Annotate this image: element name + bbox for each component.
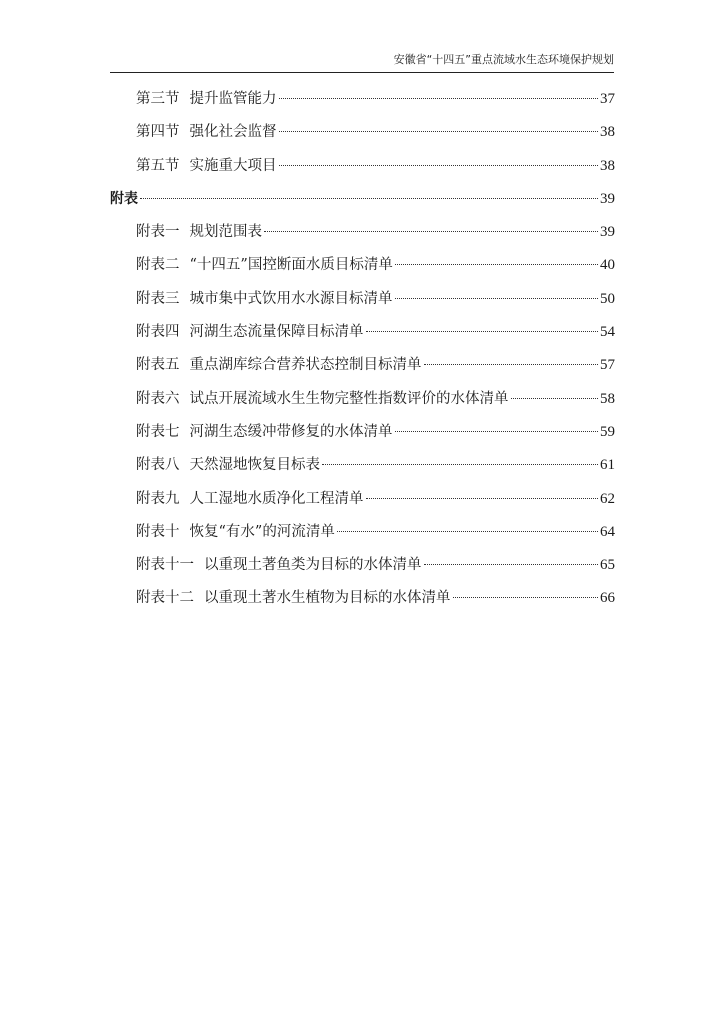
toc-entry-number: 第五节: [136, 157, 180, 174]
toc-entry-label: [136, 520, 335, 544]
toc-entry[interactable]: [110, 487, 615, 520]
toc-entry-number: 附表五: [136, 357, 180, 374]
toc-leader-dots: [337, 517, 598, 532]
toc-entry[interactable]: [110, 353, 615, 386]
toc-entry-number: 附表六: [136, 390, 180, 407]
toc-entry-page: 39: [600, 224, 615, 241]
toc-entry-title: 城市集中式饮用水水源目标清单: [189, 290, 393, 307]
toc-entry[interactable]: [110, 287, 615, 320]
toc-entry-page: 54: [600, 324, 615, 341]
toc-entry[interactable]: [110, 220, 615, 253]
toc-entry[interactable]: [110, 553, 615, 586]
toc-entry-number: 附表七: [136, 423, 180, 440]
toc-entry[interactable]: [110, 520, 615, 553]
toc-entry-page: 64: [600, 523, 615, 540]
toc-entry[interactable]: [110, 420, 615, 453]
toc-leader-dots: [322, 450, 598, 465]
toc-entry-label: [136, 220, 262, 244]
toc-entry-label: [136, 453, 320, 477]
toc-entry-number: 附表八: [136, 457, 180, 474]
toc-entry-number: 附表二: [136, 257, 180, 274]
toc-entry-page: 57: [600, 357, 615, 374]
toc-leader-dots: [279, 151, 599, 166]
toc-leader-dots: [366, 317, 599, 332]
toc-leader-dots: [395, 250, 598, 265]
toc-entry-label: [136, 353, 422, 377]
toc-entry-title: 试点开展流域水生生物完整性指数评价的水体清单: [189, 390, 509, 407]
toc-leader-dots: [395, 284, 599, 299]
table-of-contents: [110, 87, 615, 620]
toc-leader-dots: [395, 417, 599, 432]
toc-entry-number: 第四节: [136, 124, 180, 141]
toc-entry-page: 58: [600, 390, 615, 407]
toc-entry-title: 河湖生态流量保障目标清单: [189, 324, 364, 341]
toc-entry-number: 附表三: [136, 290, 180, 307]
toc-leader-dots: [279, 84, 599, 99]
header-title: 安徽省“十四五”重点流域水生态环境保护规划: [393, 53, 614, 66]
toc-entry-page: 38: [600, 124, 615, 141]
toc-entry-page: 50: [600, 290, 615, 307]
toc-entry[interactable]: [110, 586, 615, 619]
running-header: [110, 52, 614, 73]
toc-entry[interactable]: [110, 87, 615, 120]
toc-entry-appendix[interactable]: [110, 187, 615, 220]
toc-entry-title: 强化社会监督: [189, 124, 277, 141]
toc-entry-page: 65: [600, 557, 615, 574]
toc-entry-page: 66: [600, 590, 615, 607]
toc-entry[interactable]: [110, 154, 615, 187]
toc-entry-label: [136, 253, 393, 277]
toc-entry-number: 附表一: [136, 224, 180, 241]
toc-leader-dots: [453, 583, 599, 598]
toc-entry-number: 附表十一: [136, 557, 194, 574]
toc-entry-title: 人工湿地水质净化工程清单: [189, 490, 364, 507]
toc-leader-dots: [140, 184, 598, 199]
toc-entry-page: 59: [600, 423, 615, 440]
toc-entry-label: [136, 553, 422, 577]
toc-entry-title: 河湖生态缓冲带修复的水体清单: [189, 423, 393, 440]
toc-entry-label: [136, 320, 364, 344]
toc-entry-title: 提升监管能力: [189, 91, 277, 107]
toc-entry-label: [136, 287, 393, 311]
toc-entry-label: [136, 120, 277, 144]
toc-entry-label: [136, 154, 277, 178]
toc-entry[interactable]: [110, 120, 615, 153]
toc-entry-number: 附表十: [136, 523, 180, 540]
toc-leader-dots: [511, 384, 599, 399]
toc-leader-dots: [424, 550, 599, 565]
toc-entry-title: 以重现土著鱼类为目标的水体清单: [204, 557, 422, 574]
toc-entry-label: [136, 487, 364, 511]
toc-entry[interactable]: [110, 387, 615, 420]
toc-entry-title: 以重现土著水生植物为目标的水体清单: [204, 590, 451, 607]
toc-entry-title: 规划范围表: [189, 224, 262, 241]
toc-entry-page: 40: [600, 257, 615, 274]
toc-entry-label: [136, 586, 451, 610]
toc-entry-label: [136, 420, 393, 444]
toc-entry-page: 38: [600, 157, 615, 174]
toc-entry[interactable]: [110, 320, 615, 353]
toc-leader-dots: [424, 350, 599, 365]
toc-entry-number: 附表十二: [136, 590, 194, 607]
toc-entry[interactable]: [110, 453, 615, 486]
toc-entry-title: 恢复“有水”的河流清单: [189, 523, 335, 540]
toc-entry-page: 37: [600, 91, 615, 107]
toc-entry-page: 39: [600, 190, 615, 207]
toc-entry-label: [136, 87, 277, 111]
toc-leader-dots: [366, 484, 599, 499]
toc-entry-title: 附表: [110, 190, 138, 207]
toc-leader-dots: [279, 117, 599, 132]
toc-entry-title: 实施重大项目: [189, 157, 277, 174]
toc-entry-title: 天然湿地恢复目标表: [189, 457, 320, 474]
toc-leader-dots: [264, 217, 598, 232]
toc-entry-number: 附表九: [136, 490, 180, 507]
toc-entry-title: “十四五”国控断面水质目标清单: [189, 257, 393, 274]
toc-entry-title: 重点湖库综合营养状态控制目标清单: [189, 357, 422, 374]
toc-entry-label: [136, 387, 509, 411]
toc-entry-number: 附表四: [136, 324, 180, 341]
toc-entry-page: 62: [600, 490, 615, 507]
toc-entry[interactable]: [110, 253, 615, 286]
toc-entry-label: [110, 187, 138, 211]
toc-entry-number: 第三节: [136, 91, 180, 107]
toc-entry-page: 61: [600, 457, 615, 474]
